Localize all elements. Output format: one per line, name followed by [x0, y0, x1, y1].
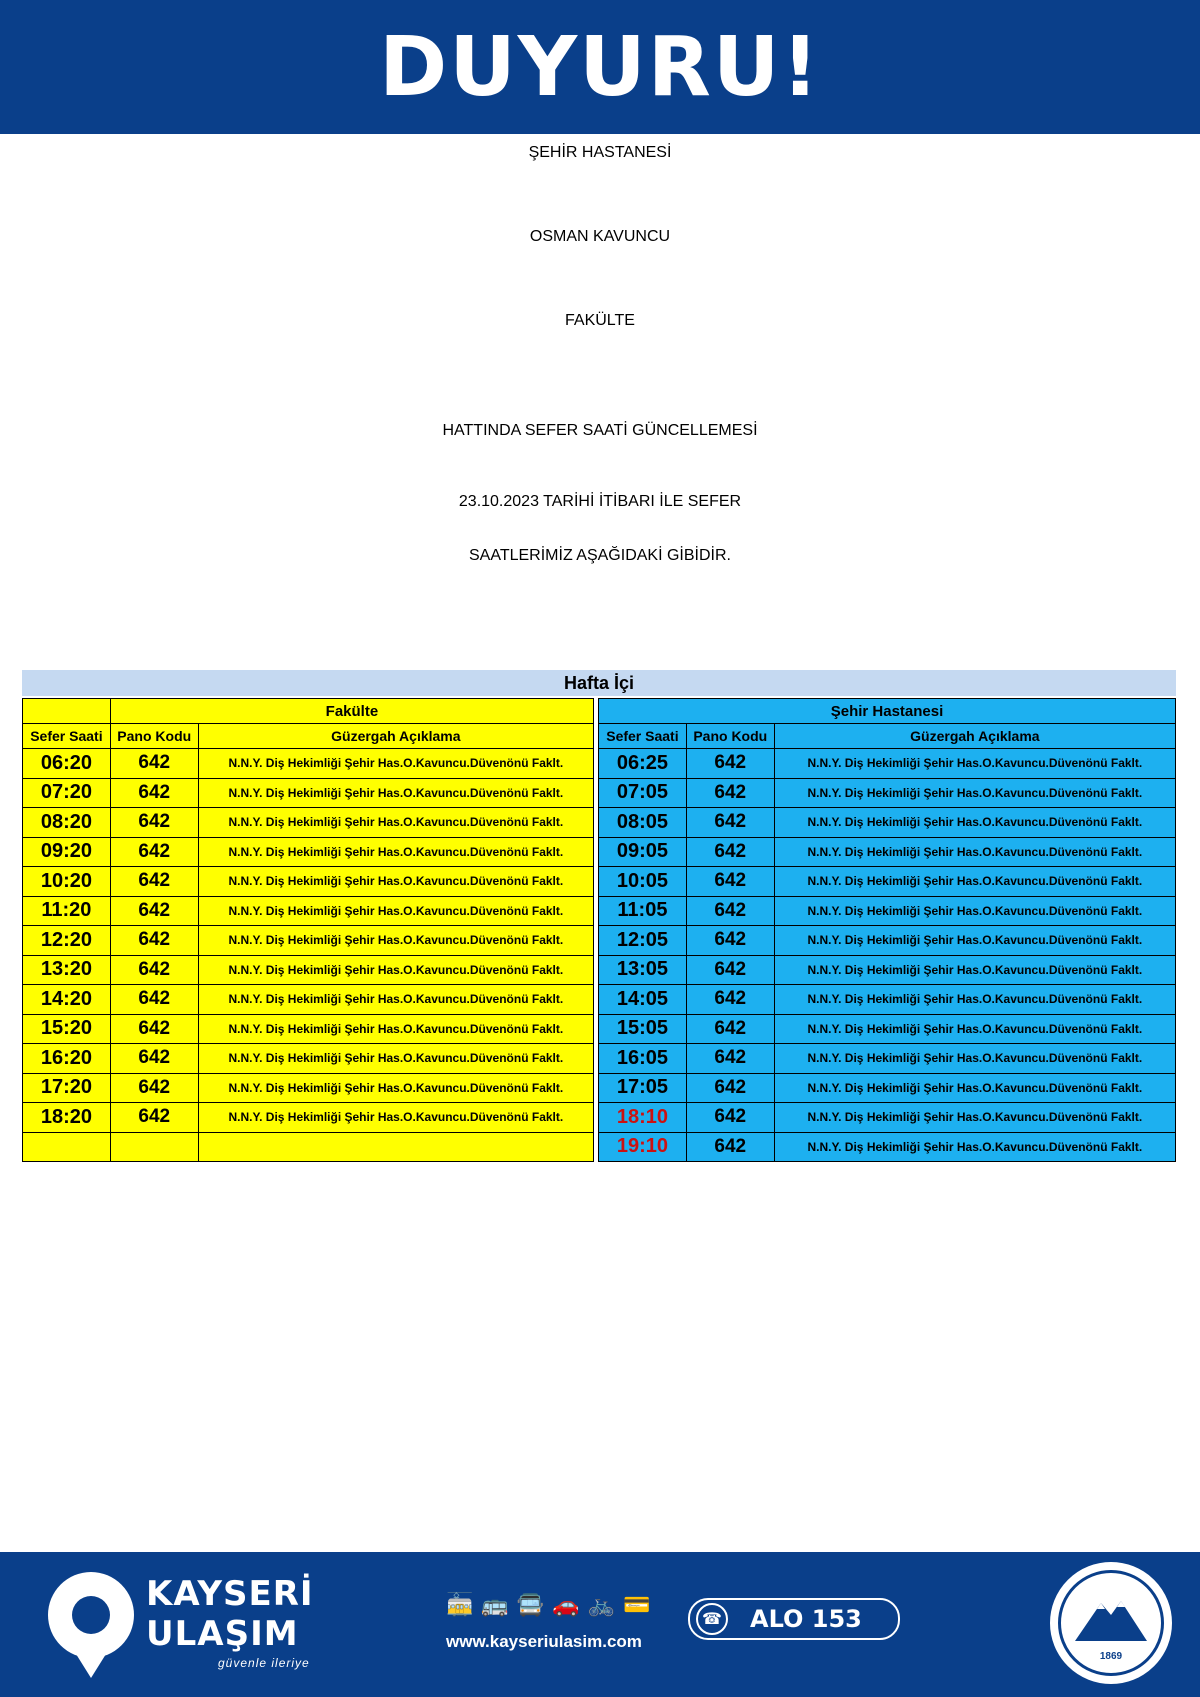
table-row: [599, 837, 1176, 867]
route-description: N.N.Y. Diş Hekimliği Şehir Has.O.Kavuncu.Düvenönü Faklt.: [774, 955, 1175, 985]
table-row: [599, 955, 1176, 985]
table-row: [599, 1103, 1176, 1133]
mountain-icon: [1075, 1595, 1147, 1645]
location-pin-tip-icon: [66, 1638, 116, 1678]
footer-banner: [0, 1552, 1200, 1697]
departure-time: 18:20: [23, 1103, 111, 1133]
route-description: N.N.Y. Diş Hekimliği Şehir Has.O.Kavuncu.Düvenönü Faklt.: [198, 955, 593, 985]
route-code: 642: [110, 1073, 198, 1103]
route-code: 642: [686, 778, 774, 808]
table-row: [23, 926, 594, 956]
col-header-desc: Güzergah Açıklama: [198, 724, 593, 749]
bus-icon: 🚍: [516, 1592, 553, 1617]
left-timetable: [22, 698, 594, 1162]
route-description: N.N.Y. Diş Hekimliği Şehir Has.O.Kavuncu.Düvenönü Faklt.: [198, 896, 593, 926]
left-stop-name: Fakülte: [110, 699, 593, 724]
table-row: [23, 896, 594, 926]
table-row: [23, 867, 594, 897]
notice-line-1: 23.10.2023 TARİHİ İTİBARI İLE SEFER: [458, 493, 742, 510]
col-header-desc: Güzergah Açıklama: [774, 724, 1175, 749]
route-code: 642: [110, 808, 198, 838]
website-link[interactable]: www.kayseriulasim.com: [446, 1632, 642, 1651]
route-code: 642: [110, 749, 198, 779]
route-code: 642: [686, 867, 774, 897]
route-description: N.N.Y. Diş Hekimliği Şehir Has.O.Kavuncu.Düvenönü Faklt.: [774, 808, 1175, 838]
departure-time: 13:05: [599, 955, 687, 985]
route-description: N.N.Y. Diş Hekimliği Şehir Has.O.Kavuncu.Düvenönü Faklt.: [774, 926, 1175, 956]
departure-time: 07:20: [23, 778, 111, 808]
seal-year: 1869: [1099, 1651, 1123, 1662]
table-row: [599, 749, 1176, 779]
transit-card-icon: 💳: [623, 1592, 659, 1617]
route-description: N.N.Y. Diş Hekimliği Şehir Has.O.Kavuncu.Düvenönü Faklt.: [198, 926, 593, 956]
phone-icon: ☎: [696, 1603, 728, 1635]
route-description: N.N.Y. Diş Hekimliği Şehir Has.O.Kavuncu.Düvenönü Faklt.: [774, 1132, 1175, 1162]
route-code: 642: [686, 1014, 774, 1044]
header-banner: [0, 0, 1200, 134]
route-code: 642: [686, 1132, 774, 1162]
route-description: N.N.Y. Diş Hekimliği Şehir Has.O.Kavuncu.Düvenönü Faklt.: [198, 1073, 593, 1103]
route-description: N.N.Y. Diş Hekimliği Şehir Has.O.Kavuncu.Düvenönü Faklt.: [774, 1103, 1175, 1133]
bicycle-icon: 🚲: [587, 1592, 624, 1617]
col-header-code: Pano Kodu: [110, 724, 198, 749]
table-row: [23, 808, 594, 838]
table-row: [23, 1014, 594, 1044]
brand-name-line-1: KAYSERİ: [146, 1574, 314, 1614]
table-row: [599, 985, 1176, 1015]
phone-hotline[interactable]: [688, 1598, 900, 1640]
schedule-day-header: Hafta İçi: [22, 670, 1176, 696]
table-row: [599, 867, 1176, 897]
departure-time: 11:20: [23, 896, 111, 926]
departure-time: 10:20: [23, 867, 111, 897]
departure-time: 16:20: [23, 1044, 111, 1074]
table-row: [23, 955, 594, 985]
route-name-line-2: OSMAN KAVUNCU: [529, 228, 671, 245]
table-row: [599, 808, 1176, 838]
phone-label: ALO 153: [750, 1605, 862, 1633]
departure-time: 11:05: [599, 896, 687, 926]
table-row: [23, 985, 594, 1015]
right-stop-name: Şehir Hastanesi: [599, 699, 1176, 724]
departure-time: 06:20: [23, 749, 111, 779]
route-code: 642: [686, 808, 774, 838]
route-description: N.N.Y. Diş Hekimliği Şehir Has.O.Kavuncu.Düvenönü Faklt.: [198, 749, 593, 779]
route-description: N.N.Y. Diş Hekimliği Şehir Has.O.Kavuncu.Düvenönü Faklt.: [774, 749, 1175, 779]
route-description: N.N.Y. Diş Hekimliği Şehir Has.O.Kavuncu.Düvenönü Faklt.: [774, 837, 1175, 867]
departure-time: 07:05: [599, 778, 687, 808]
route-description: N.N.Y. Diş Hekimliği Şehir Has.O.Kavuncu.Düvenönü Faklt.: [198, 985, 593, 1015]
departure-time: 08:20: [23, 808, 111, 838]
table-row: [23, 749, 594, 779]
route-code: [110, 1132, 198, 1162]
col-header-time: Sefer Saati: [23, 724, 111, 749]
table-row: [599, 1132, 1176, 1162]
subtitle: HATTINDA SEFER SAATİ GÜNCELLEMESİ: [442, 422, 758, 439]
table-row: [23, 778, 594, 808]
route-description: N.N.Y. Diş Hekimliği Şehir Has.O.Kavuncu.Düvenönü Faklt.: [774, 778, 1175, 808]
route-code: 642: [110, 1044, 198, 1074]
route-code: 642: [110, 926, 198, 956]
route-description: N.N.Y. Diş Hekimliği Şehir Has.O.Kavuncu.Düvenönü Faklt.: [198, 778, 593, 808]
left-empty-cell: [23, 699, 111, 724]
table-row: [23, 1073, 594, 1103]
route-code: 642: [686, 749, 774, 779]
route-code: 642: [110, 837, 198, 867]
route-description: N.N.Y. Diş Hekimliği Şehir Has.O.Kavuncu.Düvenönü Faklt.: [198, 867, 593, 897]
departure-time: 17:05: [599, 1073, 687, 1103]
route-code: 642: [110, 985, 198, 1015]
route-code: 642: [686, 926, 774, 956]
table-row: [599, 1014, 1176, 1044]
route-description: N.N.Y. Diş Hekimliği Şehir Has.O.Kavuncu.Düvenönü Faklt.: [774, 896, 1175, 926]
departure-time: 09:05: [599, 837, 687, 867]
departure-time: 12:05: [599, 926, 687, 956]
route-code: 642: [686, 896, 774, 926]
table-row: [599, 1044, 1176, 1074]
departure-time: 06:25: [599, 749, 687, 779]
route-description: N.N.Y. Diş Hekimliği Şehir Has.O.Kavuncu.Düvenönü Faklt.: [198, 1044, 593, 1074]
departure-time: 13:20: [23, 955, 111, 985]
route-code: 642: [110, 778, 198, 808]
route-code: 642: [686, 1073, 774, 1103]
transport-icons: [446, 1592, 658, 1618]
route-name-line-3: FAKÜLTE: [565, 312, 635, 329]
departure-time: 14:05: [599, 985, 687, 1015]
route-description: [198, 1132, 593, 1162]
col-header-code: Pano Kodu: [686, 724, 774, 749]
table-row: [599, 778, 1176, 808]
route-code: 642: [110, 867, 198, 897]
route-code: 642: [110, 1014, 198, 1044]
route-description: N.N.Y. Diş Hekimliği Şehir Has.O.Kavuncu.Düvenönü Faklt.: [774, 985, 1175, 1015]
route-code: 642: [686, 985, 774, 1015]
car-icon: 🚗: [552, 1592, 588, 1617]
route-description: N.N.Y. Diş Hekimliği Şehir Has.O.Kavuncu.Düvenönü Faklt.: [198, 1014, 593, 1044]
departure-time: 15:05: [599, 1014, 687, 1044]
departure-time: 15:20: [23, 1014, 111, 1044]
departure-time: 19:10: [599, 1132, 687, 1162]
bus-icon: 🚌: [481, 1592, 517, 1617]
schedule-table: [22, 670, 1176, 1158]
departure-time: 18:10: [599, 1103, 687, 1133]
departure-time: 10:05: [599, 867, 687, 897]
table-row: [23, 837, 594, 867]
notice-line-2: SAATLERİMİZ AŞAĞIDAKİ GİBİDİR.: [469, 547, 731, 564]
route-description: N.N.Y. Diş Hekimliği Şehir Has.O.Kavuncu.Düvenönü Faklt.: [198, 808, 593, 838]
route-description: N.N.Y. Diş Hekimliği Şehir Has.O.Kavuncu.Düvenönü Faklt.: [198, 837, 593, 867]
route-description: N.N.Y. Diş Hekimliği Şehir Has.O.Kavuncu.Düvenönü Faklt.: [774, 1073, 1175, 1103]
route-code: 642: [686, 1044, 774, 1074]
right-timetable: [598, 698, 1176, 1162]
route-description: N.N.Y. Diş Hekimliği Şehir Has.O.Kavuncu.Düvenönü Faklt.: [774, 867, 1175, 897]
col-header-time: Sefer Saati: [599, 724, 687, 749]
route-code: 642: [110, 896, 198, 926]
departure-time: 08:05: [599, 808, 687, 838]
departure-time: 09:20: [23, 837, 111, 867]
departure-time: 12:20: [23, 926, 111, 956]
route-code: 642: [686, 955, 774, 985]
table-row: [599, 896, 1176, 926]
route-name-line-1: ŞEHİR HASTANESİ: [528, 144, 672, 161]
departure-time: [23, 1132, 111, 1162]
route-code: 642: [686, 837, 774, 867]
table-row: [23, 1132, 594, 1162]
route-description: N.N.Y. Diş Hekimliği Şehir Has.O.Kavuncu.Düvenönü Faklt.: [198, 1103, 593, 1133]
departure-time: 16:05: [599, 1044, 687, 1074]
route-code: 642: [110, 955, 198, 985]
table-row: [599, 1073, 1176, 1103]
brand-slogan: güvenle ileriye: [218, 1656, 310, 1670]
announcement-title: DUYURU!: [379, 19, 821, 115]
route-description: N.N.Y. Diş Hekimliği Şehir Has.O.Kavuncu.Düvenönü Faklt.: [774, 1014, 1175, 1044]
municipality-seal-icon: [1050, 1562, 1172, 1684]
table-row: [23, 1103, 594, 1133]
tram-icon: 🚋: [446, 1592, 482, 1617]
table-row: [23, 1044, 594, 1074]
table-row: [599, 926, 1176, 956]
departure-time: 14:20: [23, 985, 111, 1015]
route-code: 642: [686, 1103, 774, 1133]
brand-name-line-2: ULAŞIM: [146, 1614, 299, 1654]
route-description: N.N.Y. Diş Hekimliği Şehir Has.O.Kavuncu.Düvenönü Faklt.: [774, 1044, 1175, 1074]
departure-time: 17:20: [23, 1073, 111, 1103]
route-code: 642: [110, 1103, 198, 1133]
